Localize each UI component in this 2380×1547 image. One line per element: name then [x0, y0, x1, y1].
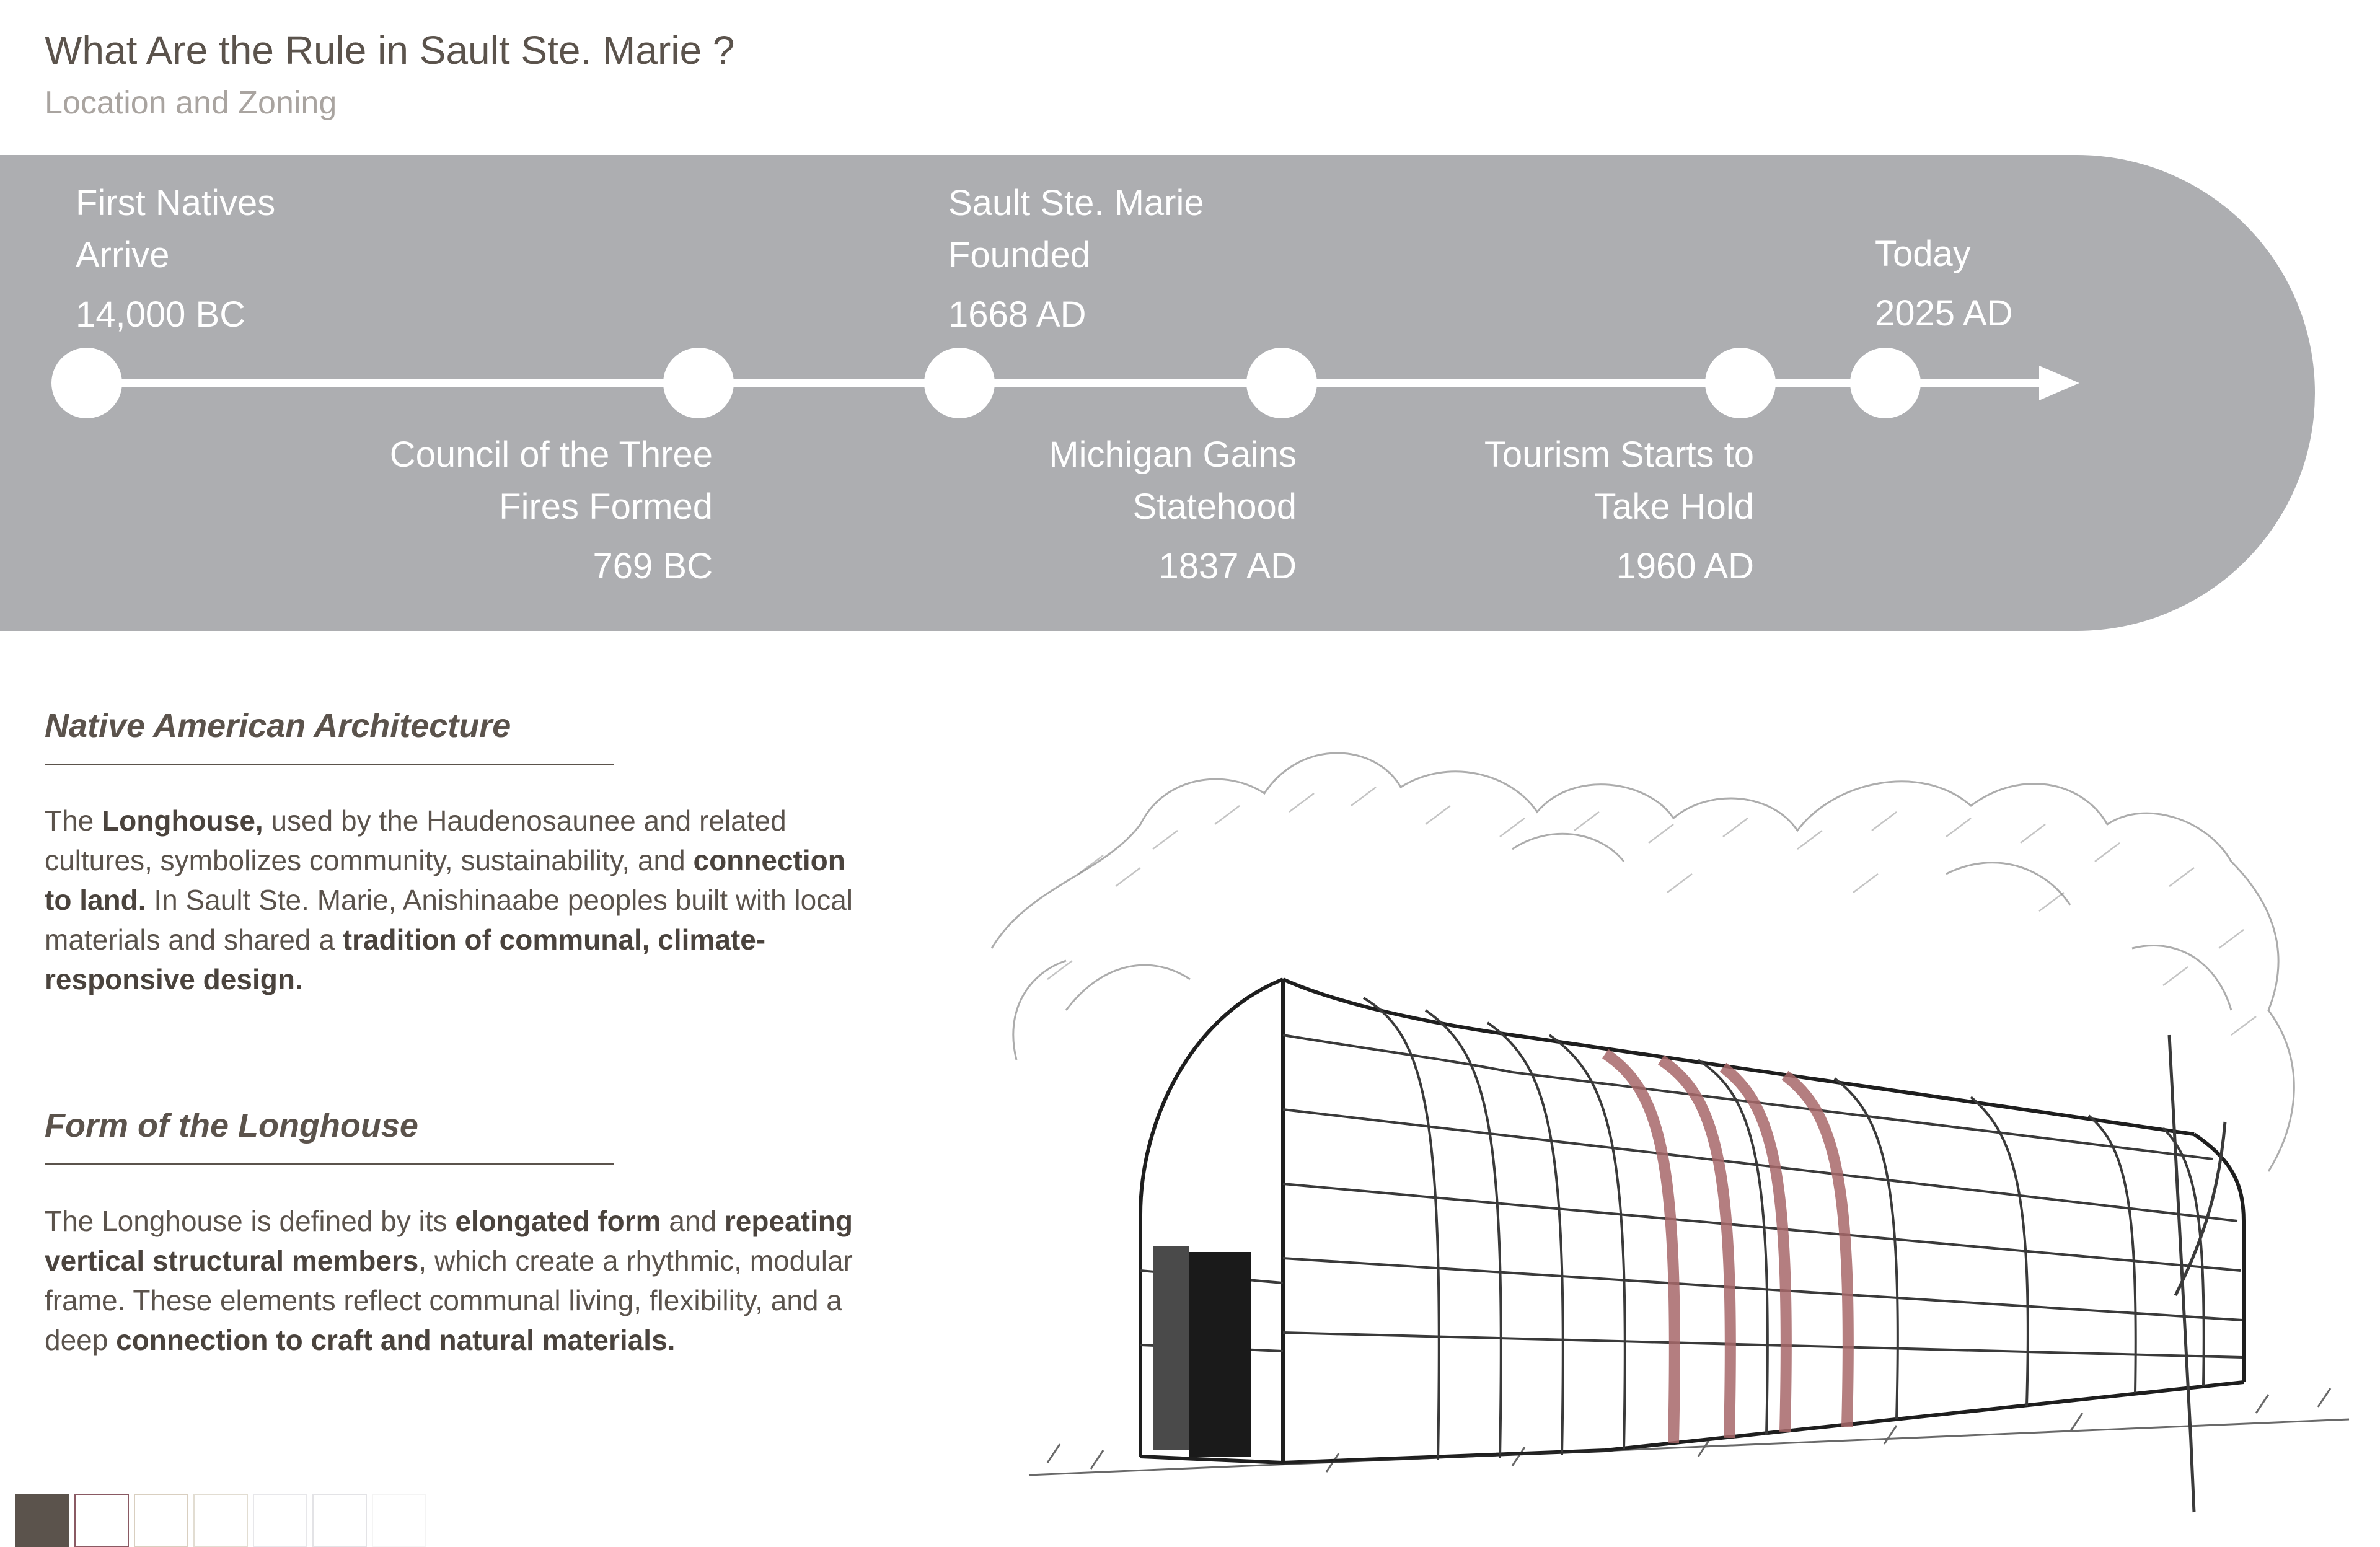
- paragraph-text: In Sault Ste. Marie, Anishinaabe peoples built with local materials and shared a: [45, 884, 853, 956]
- timeline-dot-statehood[interactable]: [1246, 348, 1317, 418]
- palette-swatch: [193, 1494, 248, 1547]
- palette-swatch: [253, 1494, 307, 1547]
- paragraph-emphasis: connection to land.: [45, 844, 845, 916]
- palette-swatch: [15, 1494, 69, 1547]
- longhouse-door-panel: [1153, 1246, 1189, 1450]
- event-date: 14,000 BC: [76, 294, 246, 335]
- timeline-dot-tourism[interactable]: [1705, 348, 1776, 418]
- birch-tree-sketch: [2169, 1035, 2225, 1512]
- event-label: Michigan Gains Statehood: [1049, 434, 1297, 527]
- paragraph-emphasis: repeating vertical structural members: [45, 1205, 853, 1277]
- palette-swatch: [134, 1494, 188, 1547]
- event-date: 1960 AD: [1616, 546, 1754, 586]
- event-tourism: [1484, 429, 1754, 593]
- timeline-dot-council[interactable]: [663, 348, 734, 418]
- event-label: First Natives Arrive: [76, 183, 276, 275]
- palette-swatch: [312, 1494, 367, 1547]
- longhouse-sketch-icon: [954, 688, 2380, 1537]
- timeline-dot-today[interactable]: [1850, 348, 1921, 418]
- section-paragraph-form: [45, 1201, 869, 1360]
- event-label: Sault Ste. Marie Founded: [948, 183, 1204, 275]
- section-heading-architecture: Native American Architecture: [45, 707, 511, 744]
- event-date: 1837 AD: [1158, 546, 1297, 586]
- paragraph-emphasis: tradition of communal, climate-responsive design.: [45, 923, 766, 995]
- event-date: 769 BC: [593, 546, 713, 586]
- page-title: What Are the Rule in Sault Ste. Marie ?: [45, 28, 735, 73]
- event-first-natives: [76, 177, 275, 341]
- event-date: 1668 AD: [948, 294, 1086, 335]
- longhouse-frame: [1140, 998, 2242, 1460]
- longhouse-doorway: [1189, 1252, 1251, 1457]
- foliage-hatching: [1047, 787, 2256, 1035]
- section-divider: [45, 1163, 614, 1165]
- paragraph-emphasis: Longhouse,: [102, 804, 263, 837]
- timeline-arrow-icon: [2039, 366, 2079, 400]
- color-palette: [15, 1494, 426, 1547]
- paragraph-text: The: [45, 804, 102, 837]
- paragraph-text: , which create a rhythmic, modular frame. These elements reflect communal living, flexibility, and a deep: [45, 1245, 853, 1356]
- paragraph-text: used by the Haudenosaunee and related cultures, symbolizes community, sustainability, and: [45, 804, 787, 876]
- palette-swatch: [372, 1494, 426, 1547]
- timeline-dot-first-natives[interactable]: [51, 348, 122, 418]
- event-today: [1875, 228, 2013, 340]
- paragraph-emphasis: connection to craft and natural materials.: [116, 1324, 676, 1356]
- section-paragraph-architecture: [45, 801, 869, 999]
- section-heading-form: Form of the Longhouse: [45, 1107, 418, 1144]
- paragraph-emphasis: elongated form: [455, 1205, 661, 1237]
- event-label: Today: [1875, 234, 1971, 274]
- timeline-dot-founded[interactable]: [924, 348, 995, 418]
- page-subtitle: Location and Zoning: [45, 85, 337, 121]
- event-statehood: [1049, 429, 1297, 593]
- paragraph-text: and: [661, 1205, 725, 1237]
- event-council: [390, 429, 713, 593]
- event-label: Tourism Starts to Take Hold: [1484, 434, 1754, 527]
- event-date: 2025 AD: [1875, 293, 2013, 333]
- palette-swatch: [74, 1494, 129, 1547]
- tree-canopy-sketch: [992, 753, 2294, 1171]
- event-label: Council of the Three Fires Formed: [389, 434, 713, 527]
- highlighted-structural-ribs: [1605, 1054, 1848, 1443]
- section-divider: [45, 764, 614, 765]
- paragraph-text: The Longhouse is defined by its: [45, 1205, 456, 1237]
- event-founded: [948, 177, 1204, 341]
